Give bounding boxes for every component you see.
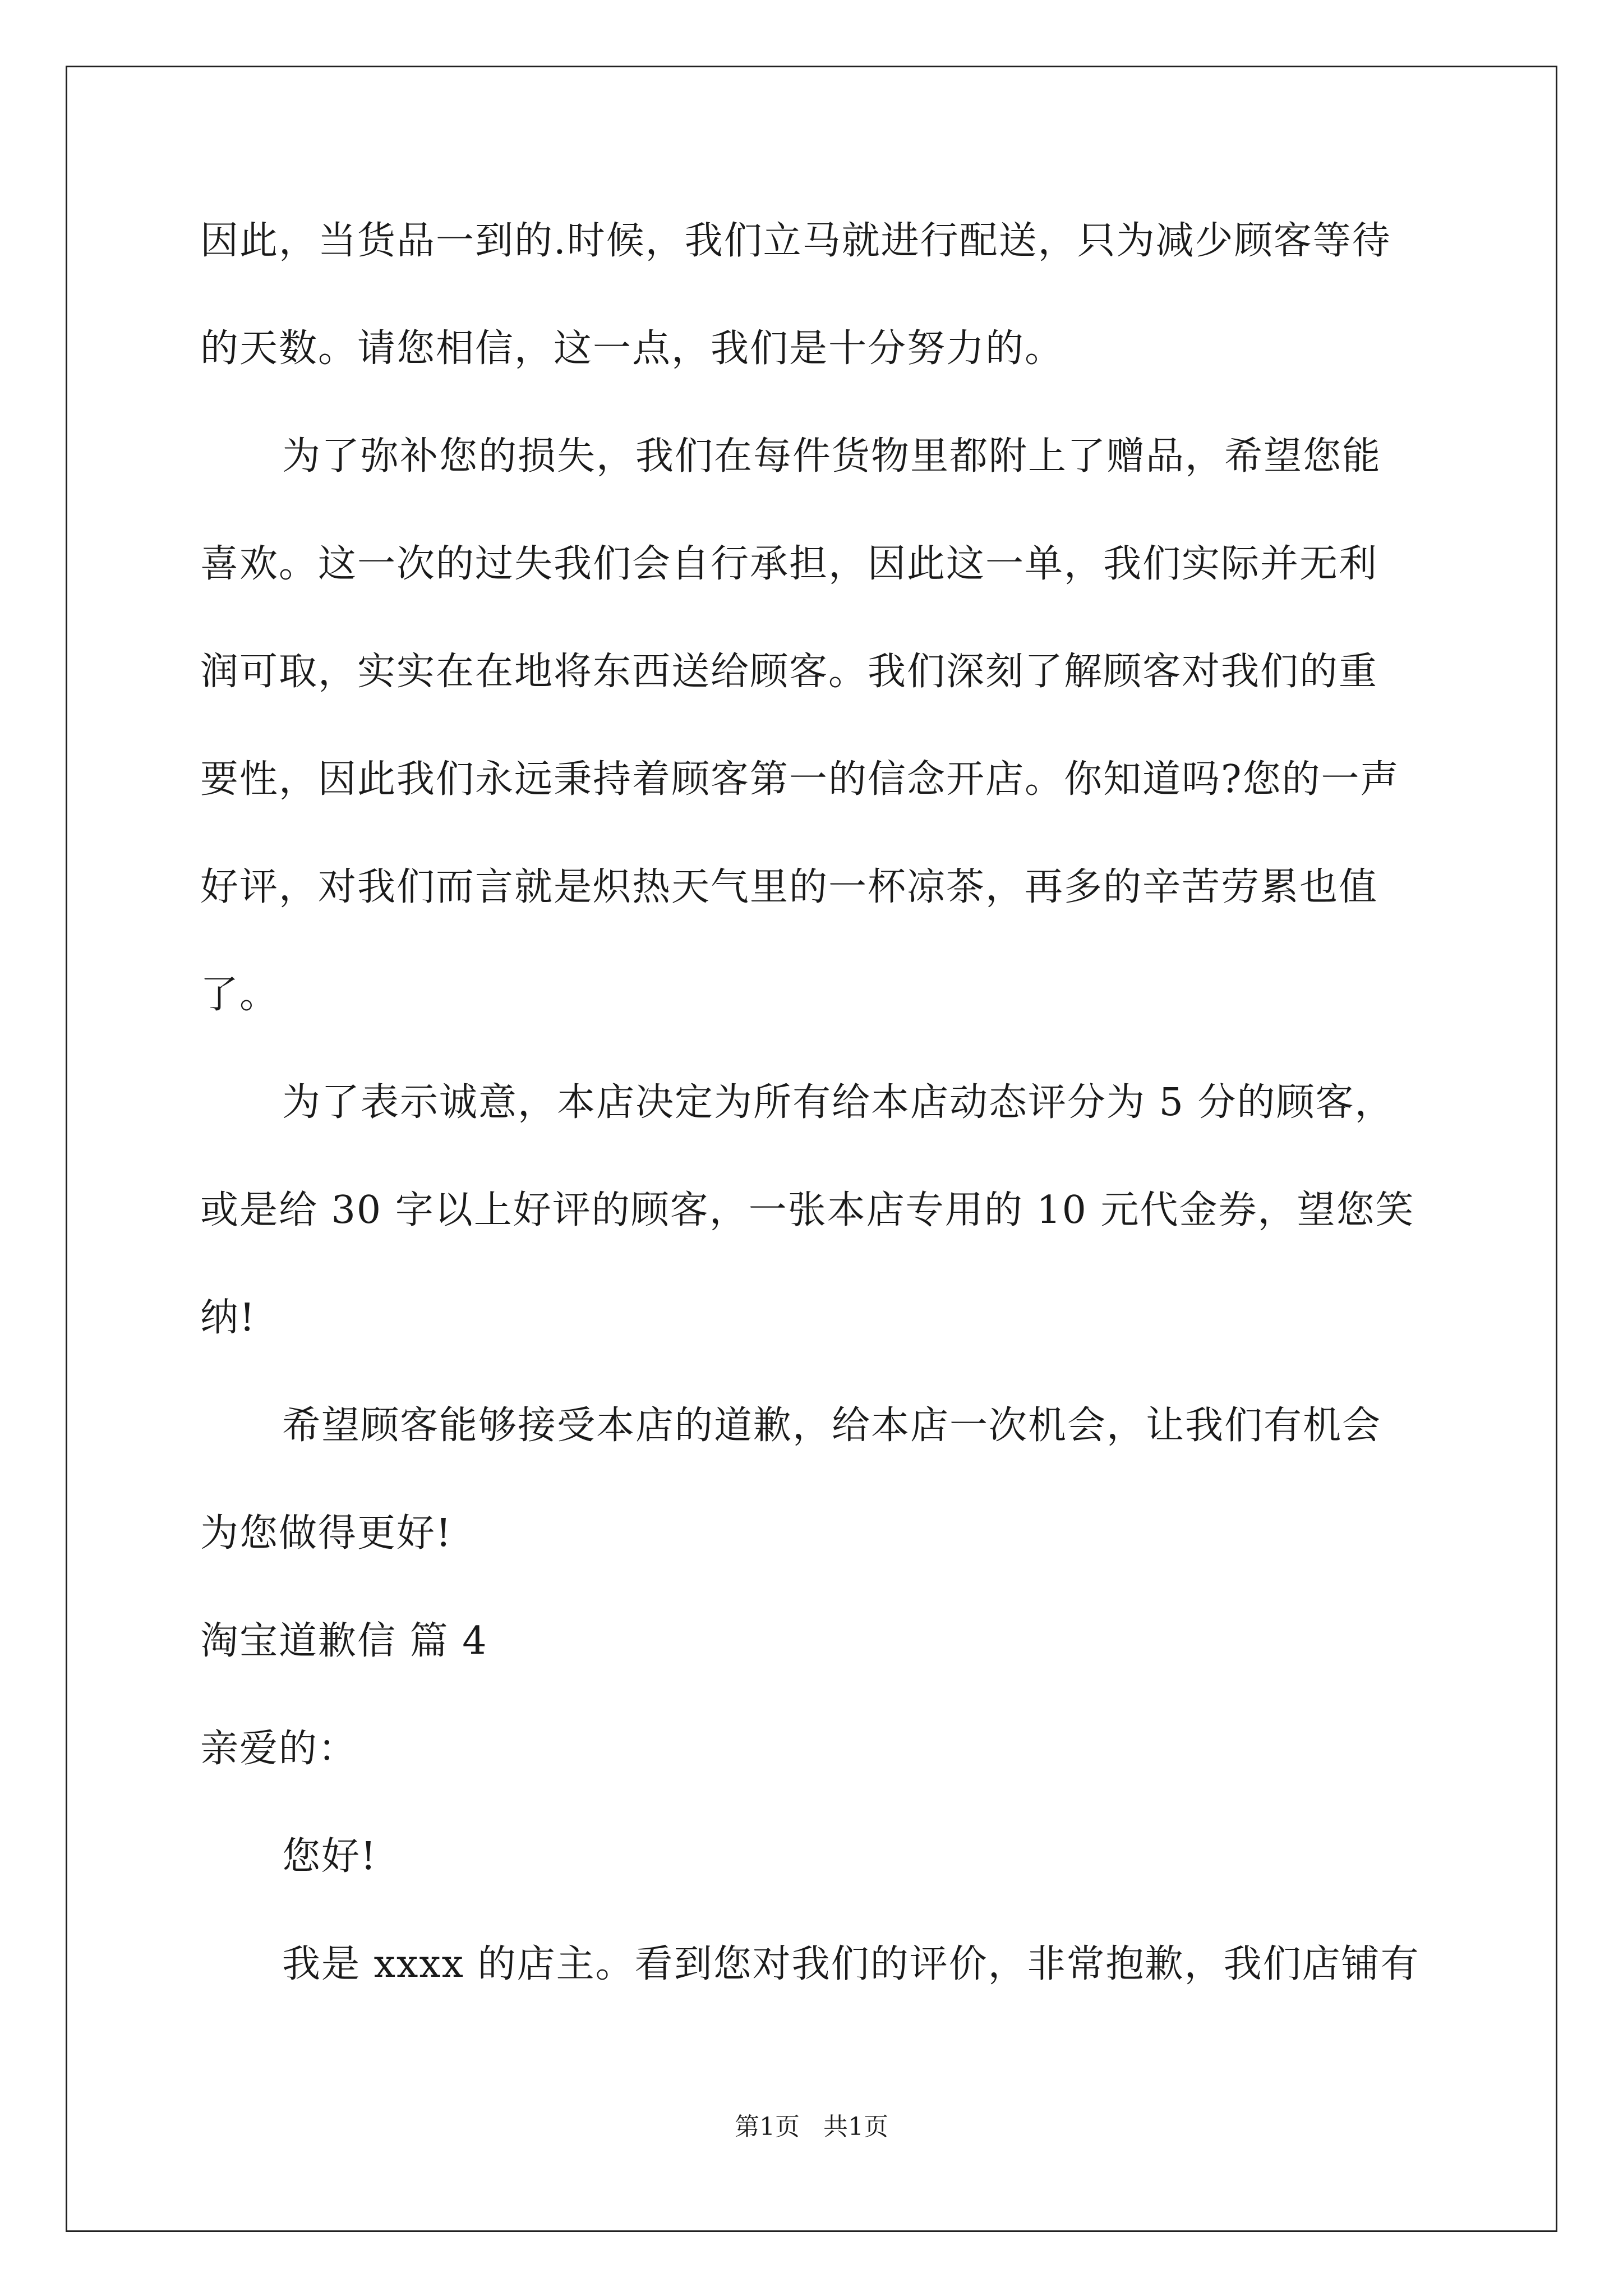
salutation: 亲爱的： — [200, 1727, 358, 1771]
text-line-5: 润可取，实实在在地将东西送给顾客。我们深刻了解顾客对我们的重 — [200, 650, 1378, 694]
page-frame — [66, 66, 1557, 2232]
page-footer: 第1页 共1页 — [735, 2113, 888, 2141]
section-heading: 淘宝道歉信 篇 4 — [200, 1619, 488, 1663]
text-line-3: 为了弥补您的损失，我们在每件货物里都附上了赠品，希望您能 — [282, 434, 1382, 478]
text-line-12: 希望顾客能够接受本店的道歉，给本店一次机会，让我们有机会 — [282, 1404, 1382, 1448]
greeting: 您好! — [282, 1834, 377, 1879]
text-line-17: 我是 xxxx 的店主。看到您对我们的评价，非常抱歉，我们店铺有 — [282, 1942, 1420, 1986]
text-line-8: 了。 — [200, 973, 279, 1017]
text-line-13: 为您做得更好! — [200, 1511, 453, 1556]
text-line-6: 要性，因此我们永远秉持着顾客第一的信念开店。你知道吗?您的一声 — [200, 757, 1400, 802]
text-line-1: 因此，当货品一到的.时候，我们立马就进行配送，只为减少顾客等待 — [200, 219, 1391, 263]
text-line-9: 为了表示诚意，本店决定为所有给本店动态评分为 5 分的顾客， — [282, 1080, 1394, 1125]
text-line-10: 或是给 30 字以上好评的顾客，一张本店专用的 10 元代金券，望您笑 — [200, 1188, 1415, 1232]
text-line-4: 喜欢。这一次的过失我们会自行承担，因此这一单，我们实际并无利 — [200, 542, 1378, 586]
text-line-11: 纳! — [200, 1296, 256, 1340]
text-line-2: 的天数。请您相信，这一点，我们是十分努力的。 — [200, 326, 1064, 371]
text-line-7: 好评，对我们而言就是炽热天气里的一杯凉茶，再多的辛苦劳累也值 — [200, 865, 1378, 909]
